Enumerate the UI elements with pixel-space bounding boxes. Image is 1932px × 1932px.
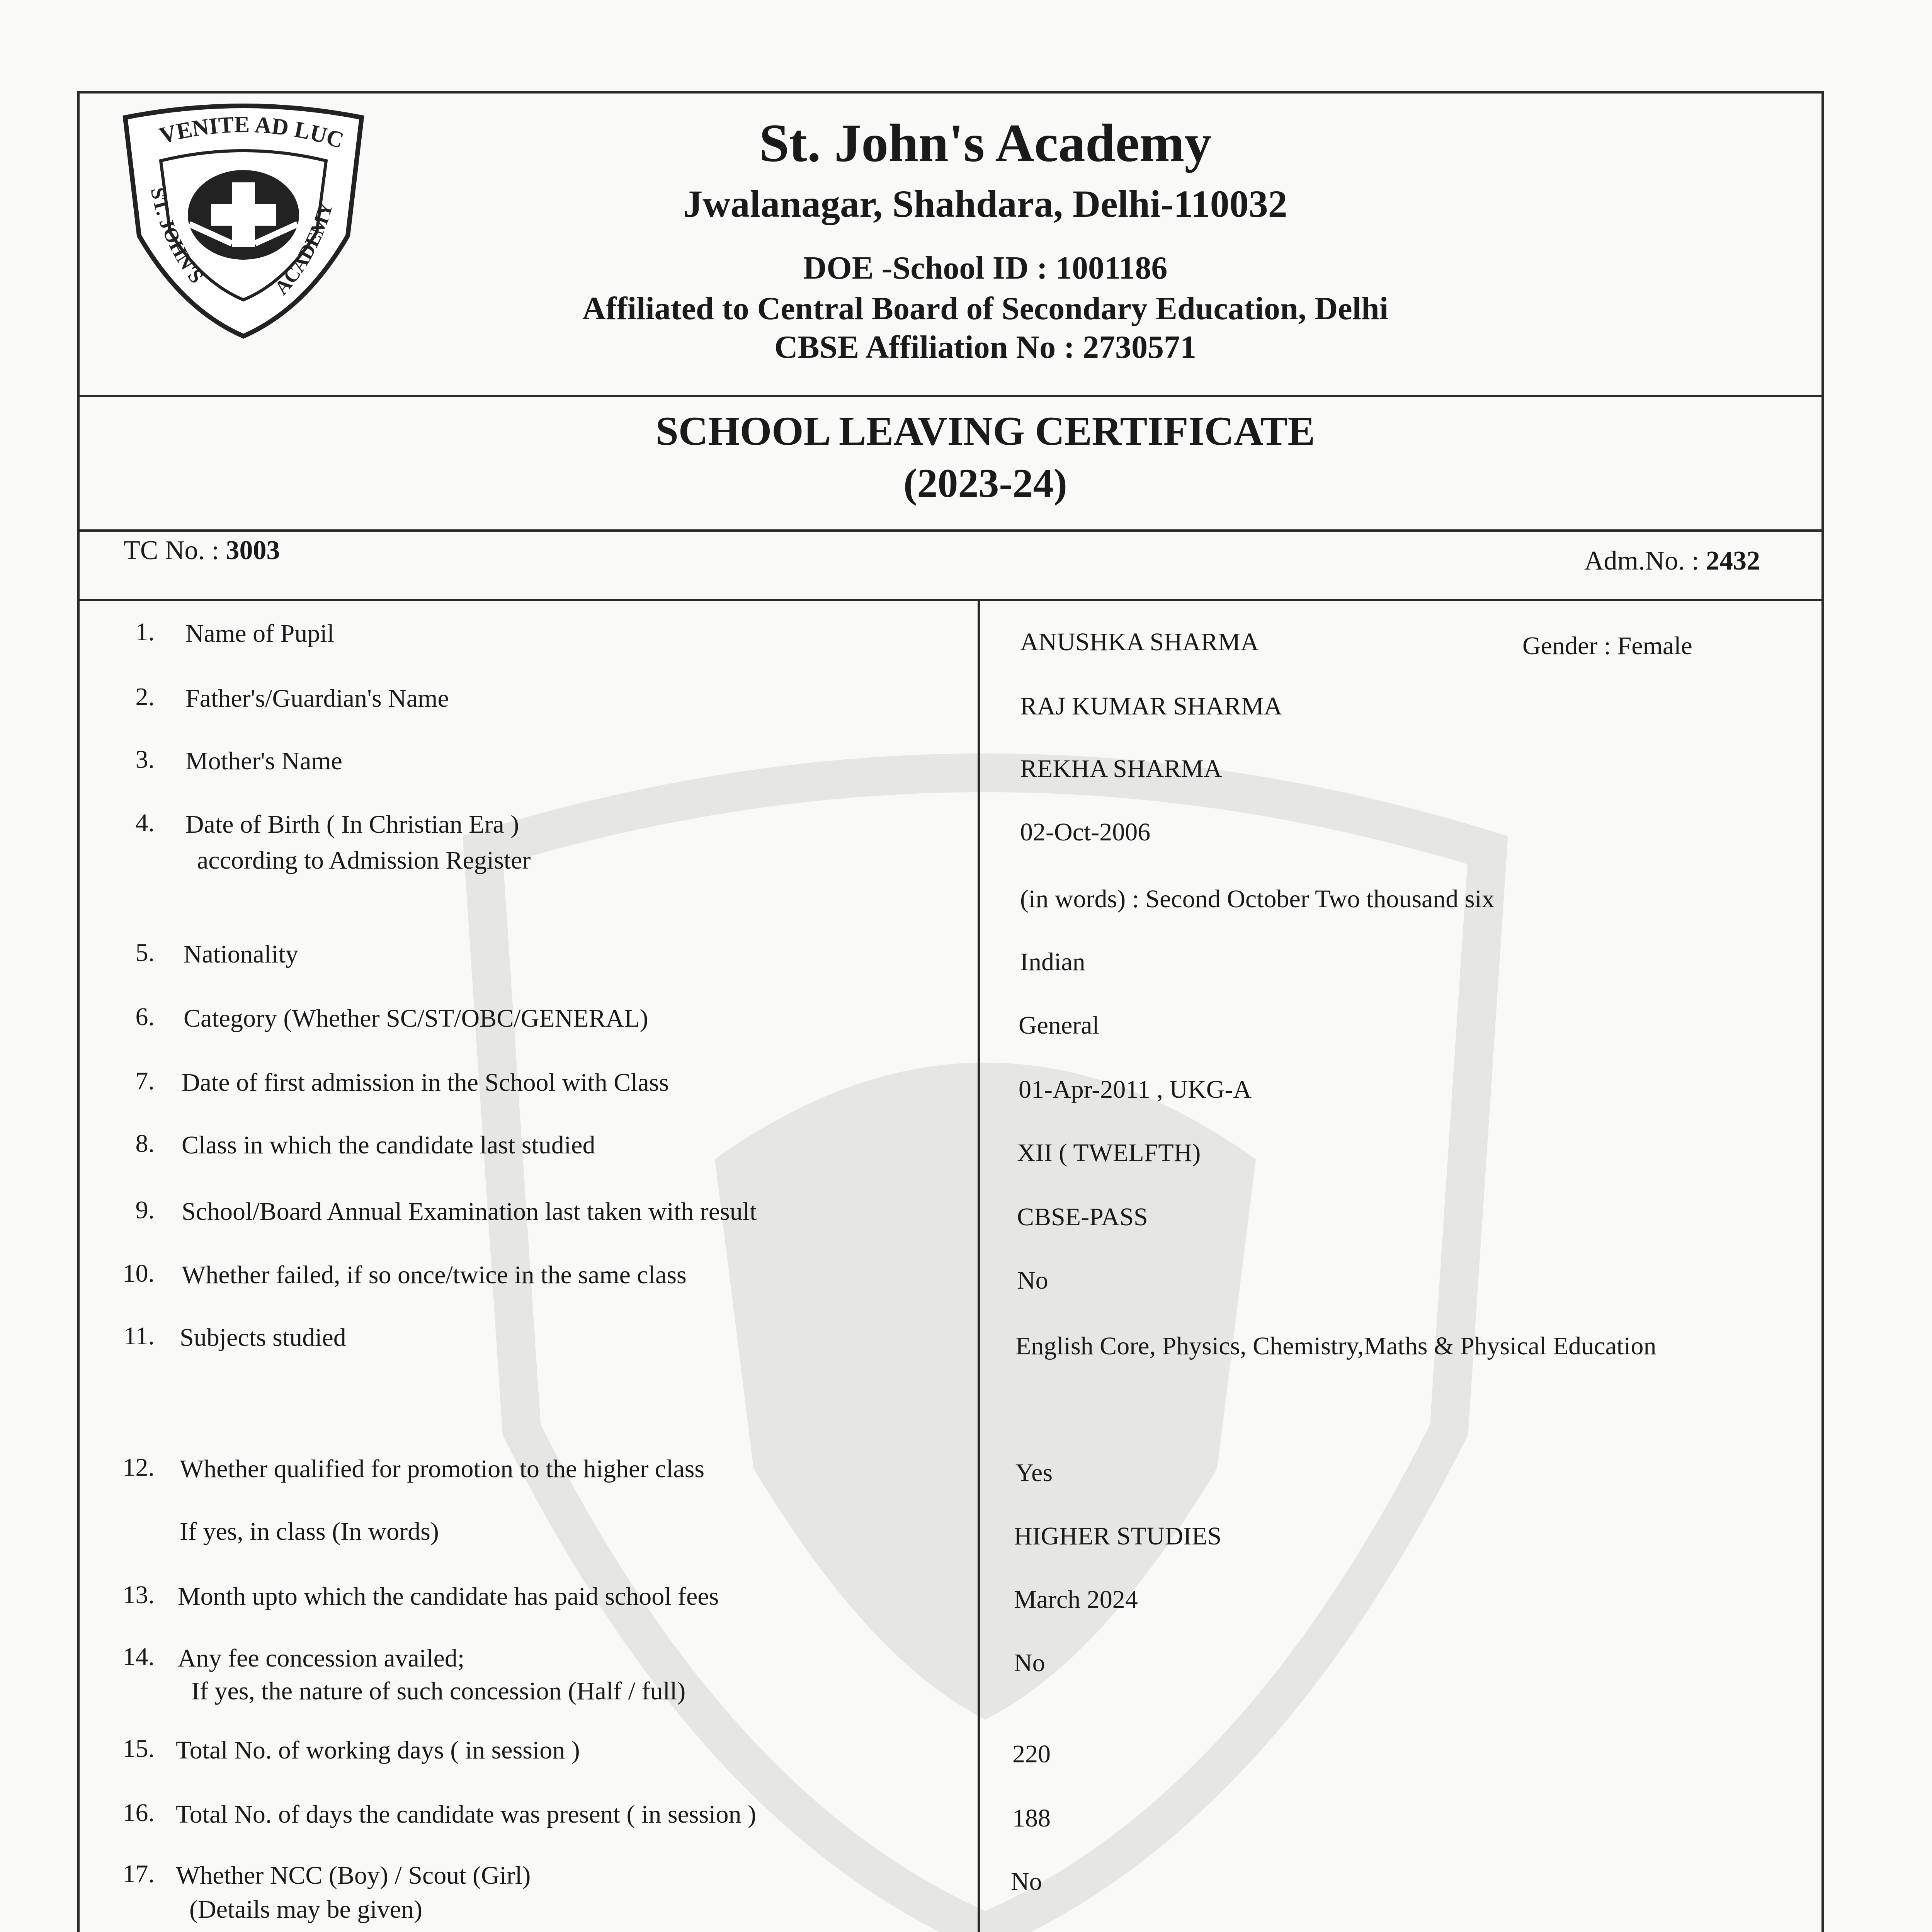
row-label: Whether failed, if so once/twice in the same class <box>182 1261 687 1289</box>
row-label: Mother's Name <box>185 747 342 775</box>
row-number: 12. <box>122 1453 155 1481</box>
row-number: 13. <box>122 1581 155 1609</box>
header-divider <box>77 395 1824 397</box>
row-label-continued: If yes, in class (In words) <box>180 1517 439 1546</box>
title-divider <box>77 529 1824 532</box>
row-value: 01-Apr-2011 , UKG-A <box>1019 1075 1252 1104</box>
row-value: 188 <box>1012 1804 1051 1832</box>
row-value: No <box>1017 1266 1048 1294</box>
row-number: 2. <box>135 683 155 711</box>
row-label: Whether qualified for promotion to the higher class <box>180 1455 705 1483</box>
row-number: 9. <box>135 1196 155 1224</box>
logo-right-text: ACADEMY <box>270 199 337 299</box>
row-value: English Core, Physics, Chemistry,Maths & Physical Education <box>1015 1332 1656 1360</box>
row-label: Month upto which the candidate has paid school fees <box>178 1582 719 1611</box>
tc-label: TC No. : <box>124 536 226 565</box>
row-number: 5. <box>135 939 155 967</box>
school-id: DOE -School ID : 1001186 <box>803 250 1168 286</box>
row-label: Category (Whether SC/ST/OBC/GENERAL) <box>184 1004 648 1032</box>
logo-left-text: ST. JOHN'S <box>146 185 208 287</box>
row-value: Indian <box>1020 948 1085 976</box>
row-number: 17. <box>122 1860 155 1888</box>
row-value: XII ( TWELFTH) <box>1017 1139 1201 1167</box>
adm-label: Adm.No. : <box>1584 546 1706 576</box>
row-value: General <box>1019 1011 1099 1039</box>
row-value: ANUSHKA SHARMA <box>1020 628 1259 656</box>
row-number: 6. <box>135 1003 155 1031</box>
row-label: Father's/Guardian's Name <box>185 684 449 713</box>
admission-number <box>1584 546 1760 577</box>
affiliation-number: CBSE Affiliation No : 2730571 <box>774 329 1197 365</box>
row-label: Name of Pupil <box>185 619 334 648</box>
row-label-continued: If yes, the nature of such concession (Half / full) <box>191 1677 686 1705</box>
row-number: 1. <box>135 618 155 646</box>
row-value: CBSE-PASS <box>1017 1203 1148 1231</box>
row-value-continued: (in words) : Second October Two thousand six <box>1020 885 1495 913</box>
row-value: RAJ KUMAR SHARMA <box>1020 692 1282 720</box>
row-value: 02-Oct-2006 <box>1020 818 1151 846</box>
row-label-continued: according to Admission Register <box>197 846 531 874</box>
row-label: Subjects studied <box>180 1323 346 1352</box>
row-label: Class in which the candidate last studied <box>182 1131 595 1159</box>
row-value: 220 <box>1012 1740 1051 1768</box>
row-number: 16. <box>122 1799 155 1827</box>
certificate-session: (2023-24) <box>903 461 1067 506</box>
school-name: St. John's Academy <box>759 113 1212 173</box>
row-label-continued: (Details may be given) <box>189 1895 422 1923</box>
row-number: 11. <box>123 1322 155 1350</box>
row-value: Yes <box>1015 1459 1053 1487</box>
adm-value: 2432 <box>1706 546 1760 576</box>
tc-number <box>124 535 280 566</box>
row-number: 14. <box>122 1643 155 1671</box>
row-value: March 2024 <box>1014 1585 1138 1614</box>
column-divider <box>978 599 980 1932</box>
row-number: 3. <box>135 745 155 774</box>
certificate-title: SCHOOL LEAVING CERTIFICATE <box>655 408 1315 454</box>
row-value-continued: HIGHER STUDIES <box>1014 1522 1222 1550</box>
row-label: Nationality <box>184 940 298 968</box>
row-label: Date of first admission in the School with Class <box>182 1068 669 1097</box>
row-value: No <box>1011 1867 1042 1896</box>
row-label: Date of Birth ( In Christian Era ) <box>185 810 519 838</box>
row-number: 8. <box>135 1129 155 1158</box>
row-number: 7. <box>135 1067 155 1095</box>
row-number: 4. <box>135 809 155 837</box>
row-label: Total No. of working days ( in session ) <box>176 1736 580 1764</box>
row-number: 15. <box>122 1735 155 1763</box>
logo-motto: VENITE AD LUC <box>156 111 347 153</box>
row-label: School/Board Annual Examination last taken with result <box>182 1197 757 1226</box>
row-number: 10. <box>122 1259 155 1287</box>
row-value: REKHA SHARMA <box>1020 755 1222 783</box>
row-label: Whether NCC (Boy) / Scout (Girl) <box>176 1861 531 1889</box>
tc-value: 3003 <box>226 536 280 565</box>
school-address: Jwalanagar, Shahdara, Delhi-110032 <box>683 182 1287 225</box>
row-value: No <box>1014 1649 1045 1677</box>
row-label: Any fee concession availed; <box>178 1644 465 1672</box>
row-label: Total No. of days the candidate was present ( in session ) <box>176 1800 756 1828</box>
affiliation: Affiliated to Central Board of Secondary Education, Delhi <box>582 291 1388 327</box>
gender: Gender : Female <box>1522 632 1692 660</box>
table-top-rule <box>77 599 1824 601</box>
